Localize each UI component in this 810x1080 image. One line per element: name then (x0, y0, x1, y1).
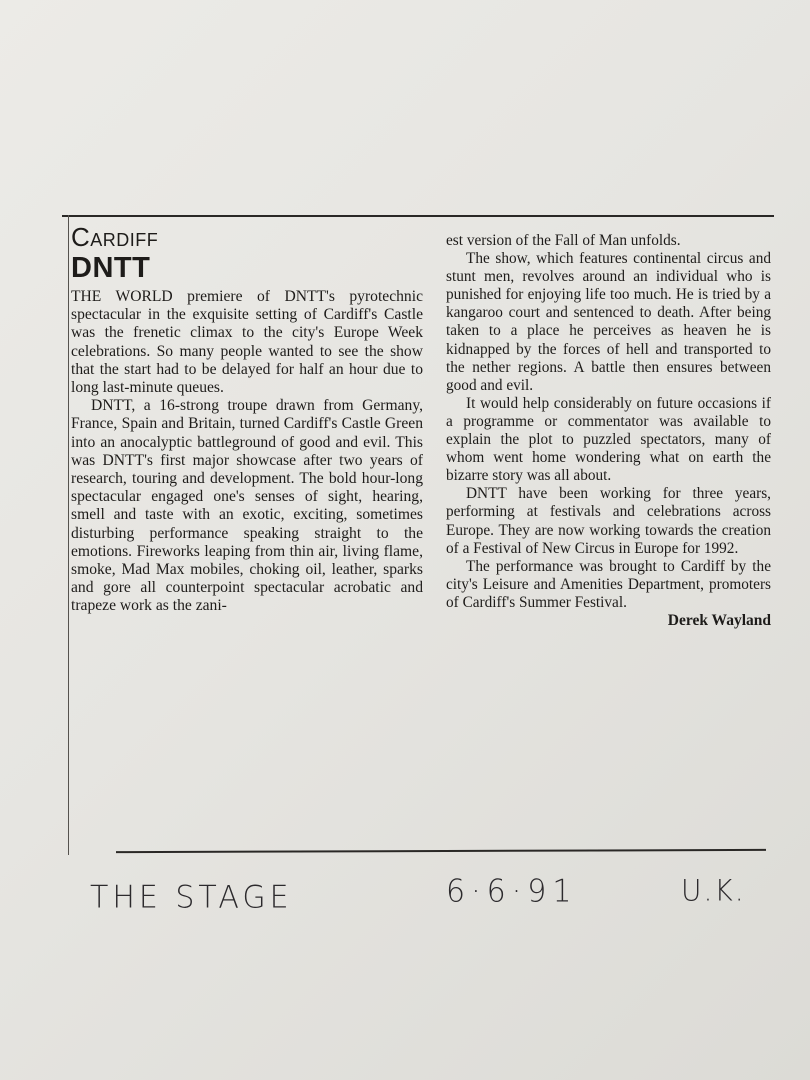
section-kicker (71, 222, 423, 252)
paragraph-right-1: est version of the Fall of Man unfolds. (446, 232, 681, 249)
left-rule (68, 215, 69, 855)
paragraph-right-2: The show, which features continental circus and stunt men, revolves around an individual who is punished for enjoying life too much. He is tried by a kangaroo court and sentenced to death. After being taken to a place he perceives as heaven he is kidnapped by the forces of hell and transported to the nether regions. A battle then ensures between good and evil. (446, 250, 771, 394)
paragraph-text: premiere of DNTT's pyrotechnic spectacular in the exquisite setting of Cardiff's Castle was the frenetic climax to the city's Europe Week celebrations. So many people wanted to see the show that the start had to be delayed for half an hour due to long last-minute queues. (71, 288, 423, 397)
left-column (71, 222, 423, 616)
handwritten-date: 6·6·91 (446, 873, 578, 910)
right-column (446, 232, 771, 630)
paragraph-right-4: DNTT have been working for three years, performing at festivals and celebrations across Europe. They are now working towards the creation of a Festival of New Circus in Europe for 1992. (446, 485, 771, 557)
paragraph-right-3: It would help considerably on future occasions if a programme or commentator was available to explain the plot to puzzled spectators, many of whom went home wondering what on earth the bizarre story was all about. (446, 394, 771, 485)
top-rule (62, 215, 774, 217)
lead-in: THE WORLD (71, 288, 173, 305)
byline: Derek Wayland (667, 611, 771, 629)
newspaper-clipping (62, 210, 774, 850)
headline: DNTT (71, 252, 151, 284)
handwritten-country: U.K. (681, 873, 746, 908)
paragraph-left-1 (71, 288, 423, 397)
paragraph-left-2: DNTT, a 16-strong troupe drawn from Germany, France, Spain and Britain, turned Cardiff's Castle Green into an anocalyptic battleground of good and evil. This was DNTT's first major showcase after two years of research, touring and development. The bold hour-long spectacular engaged one's senses of sight, hearing, smell and taste with an exotic, exciting, sometimes disturbing performance speaking straight to the emotions. Fireworks leaping from thin air, living flame, smoke, Mad Max mobiles, choking oil, leather, sparks and gore all counterpoint spectacular acrobatic and trapeze work as the zani- (71, 397, 423, 615)
kicker-text: Cardiff (71, 222, 159, 252)
bottom-rule (116, 849, 766, 853)
handwritten-publication: THE STAGE (90, 879, 293, 916)
paragraph-right-5: The performance was brought to Cardiff by the city's Leisure and Amenities Department, promoters of Cardiff's Summer Festival. (446, 557, 771, 611)
